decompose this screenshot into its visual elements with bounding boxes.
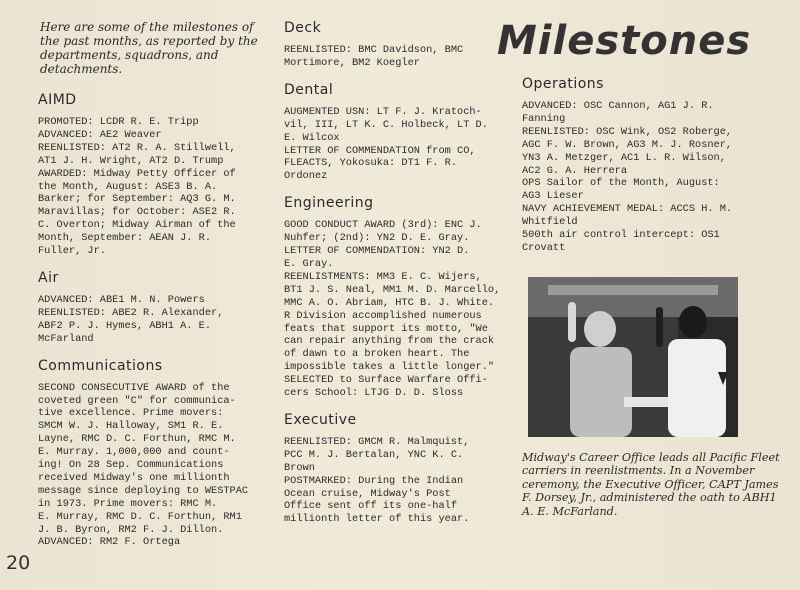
photo-caption: Midway's Career Office leads all Pacific Fleet carriers in reenlistments. In a November ceremony, the Executive Officer, CAPT James F. Dorsey, Jr., administered the oath to ABH1 A. E. McFarland.: [522, 451, 780, 518]
intro-text: Here are some of the milestones of the past months, as reported by the departments, squadrons, and detachments.: [40, 20, 258, 76]
section-body: SECOND CONSECUTIVE AWARD of the coveted green "C" for communica- tive excellence. Prime movers: SMCM W. J. Halloway, SM1 R. E. Layne, RMC D. C. Forthun, RMC M. E. Murray. 1,000,000 and count- ing! On 28 Sep. Communications received Midway's one millionth message since deploying to WESTPAC in 1973. Prime movers: RMC M. E. Murray, RMC D. C. Forthun, RM1 J. B. Byron, RM2 F. J. Dillon. ADVANCED: RM2 F. Ortega: [38, 381, 249, 549]
section-body: REENLISTED: GMCM R. Malmquist, PCC M. J. Bertalan, YNC K. C. Brown POSTMARKED: During the Indian Ocean cruise, Midway's Post Office sent off its one-half millionth letter of this year.: [284, 435, 470, 526]
photo-illustration: [528, 277, 738, 437]
section-executive: [284, 412, 504, 526]
section-heading: Dental: [284, 81, 334, 98]
section-heading: Engineering: [284, 195, 374, 212]
page-number: 20: [6, 552, 31, 574]
section-heading: AIMD: [38, 92, 77, 108]
section-engineering: [284, 195, 504, 400]
section-aimd: [38, 92, 270, 258]
section-heading: Executive: [284, 411, 357, 428]
section-heading: Air: [38, 269, 59, 286]
section-body: AUGMENTED USN: LT F. J. Kratoch- vil, III, LT K. C. Holbeck, LT D. E. Wilcox LETTER OF COMMENDATION from CO, FLEACTS, Yokosuka: DT1 F. R. Ordonez: [284, 105, 488, 183]
section-heading: Communications: [38, 357, 163, 374]
section-body: PROMOTED: LCDR R. E. Tripp ADVANCED: AE2 Weaver REENLISTED: AT2 R. A. Stillwell, AT1 J. H. Wright, AT2 D. Trump AWARDED: Midway Petty Officer of the Month, August: ASE3 B. A. Barker; for September: AQ3 G. M. Maravillas; for October: ASE2 R. C. Overton; Midway Airman of the Month, September: AEAN J. R. Fuller, Jr.: [38, 116, 236, 258]
section-operations: [522, 76, 784, 255]
section-body: GOOD CONDUCT AWARD (3rd): ENC J. Nuhfer; (2nd): YN2 D. E. Gray. LETTER OF COMMENDATION: YN2 D. E. Gray. REENLISTMENTS: MM3 E. C. Wijers, BT1 J. S. Neal, MM1 M. D. Marcello, MMC A. O. Abriam, HTC B. J. White. R Division accomplished numerous feats that support its motto, "We can repair anything from the crack of dawn to a broken heart. The impossible takes a little longer." SELECTED to Surface Warfare Offi- cers School: LTJG D. D. Sloss: [284, 219, 501, 400]
column-right: [522, 20, 784, 267]
section-communications: [38, 358, 270, 550]
section-body: REENLISTED: BMC Davidson, BMC Mortimore, BM2 Koegler: [284, 44, 464, 69]
section-deck: [284, 20, 504, 70]
page-title: Milestones: [497, 18, 752, 64]
section-body: ADVANCED: OSC Cannon, AG1 J. R. Fanning REENLISTED: OSC Wink, OS2 Roberge, AGC F. W. Brown, AG3 M. J. Rosner, YN3 A. Metzger, AC1 L. R. Wilson, AC2 G. A. Herrera OPS Sailor of the Month, August: AG3 Lieser NAVY ACHIEVEMENT MEDAL: ACCS H. M. Whitfield 500th air control intercept: OS1 Crovatt: [522, 100, 733, 254]
section-heading: Deck: [284, 20, 322, 36]
section-air: [38, 270, 270, 346]
column-left: [38, 20, 270, 561]
section-dental: [284, 82, 504, 183]
column-middle: [284, 20, 504, 538]
section-heading: Operations: [522, 76, 604, 92]
ceremony-photo: [528, 277, 738, 437]
section-body: ADVANCED: ABE1 M. N. Powers REENLISTED: ABE2 R. Alexander, ABF2 P. J. Hymes, ABH1 A. E. McFarland: [38, 293, 224, 345]
